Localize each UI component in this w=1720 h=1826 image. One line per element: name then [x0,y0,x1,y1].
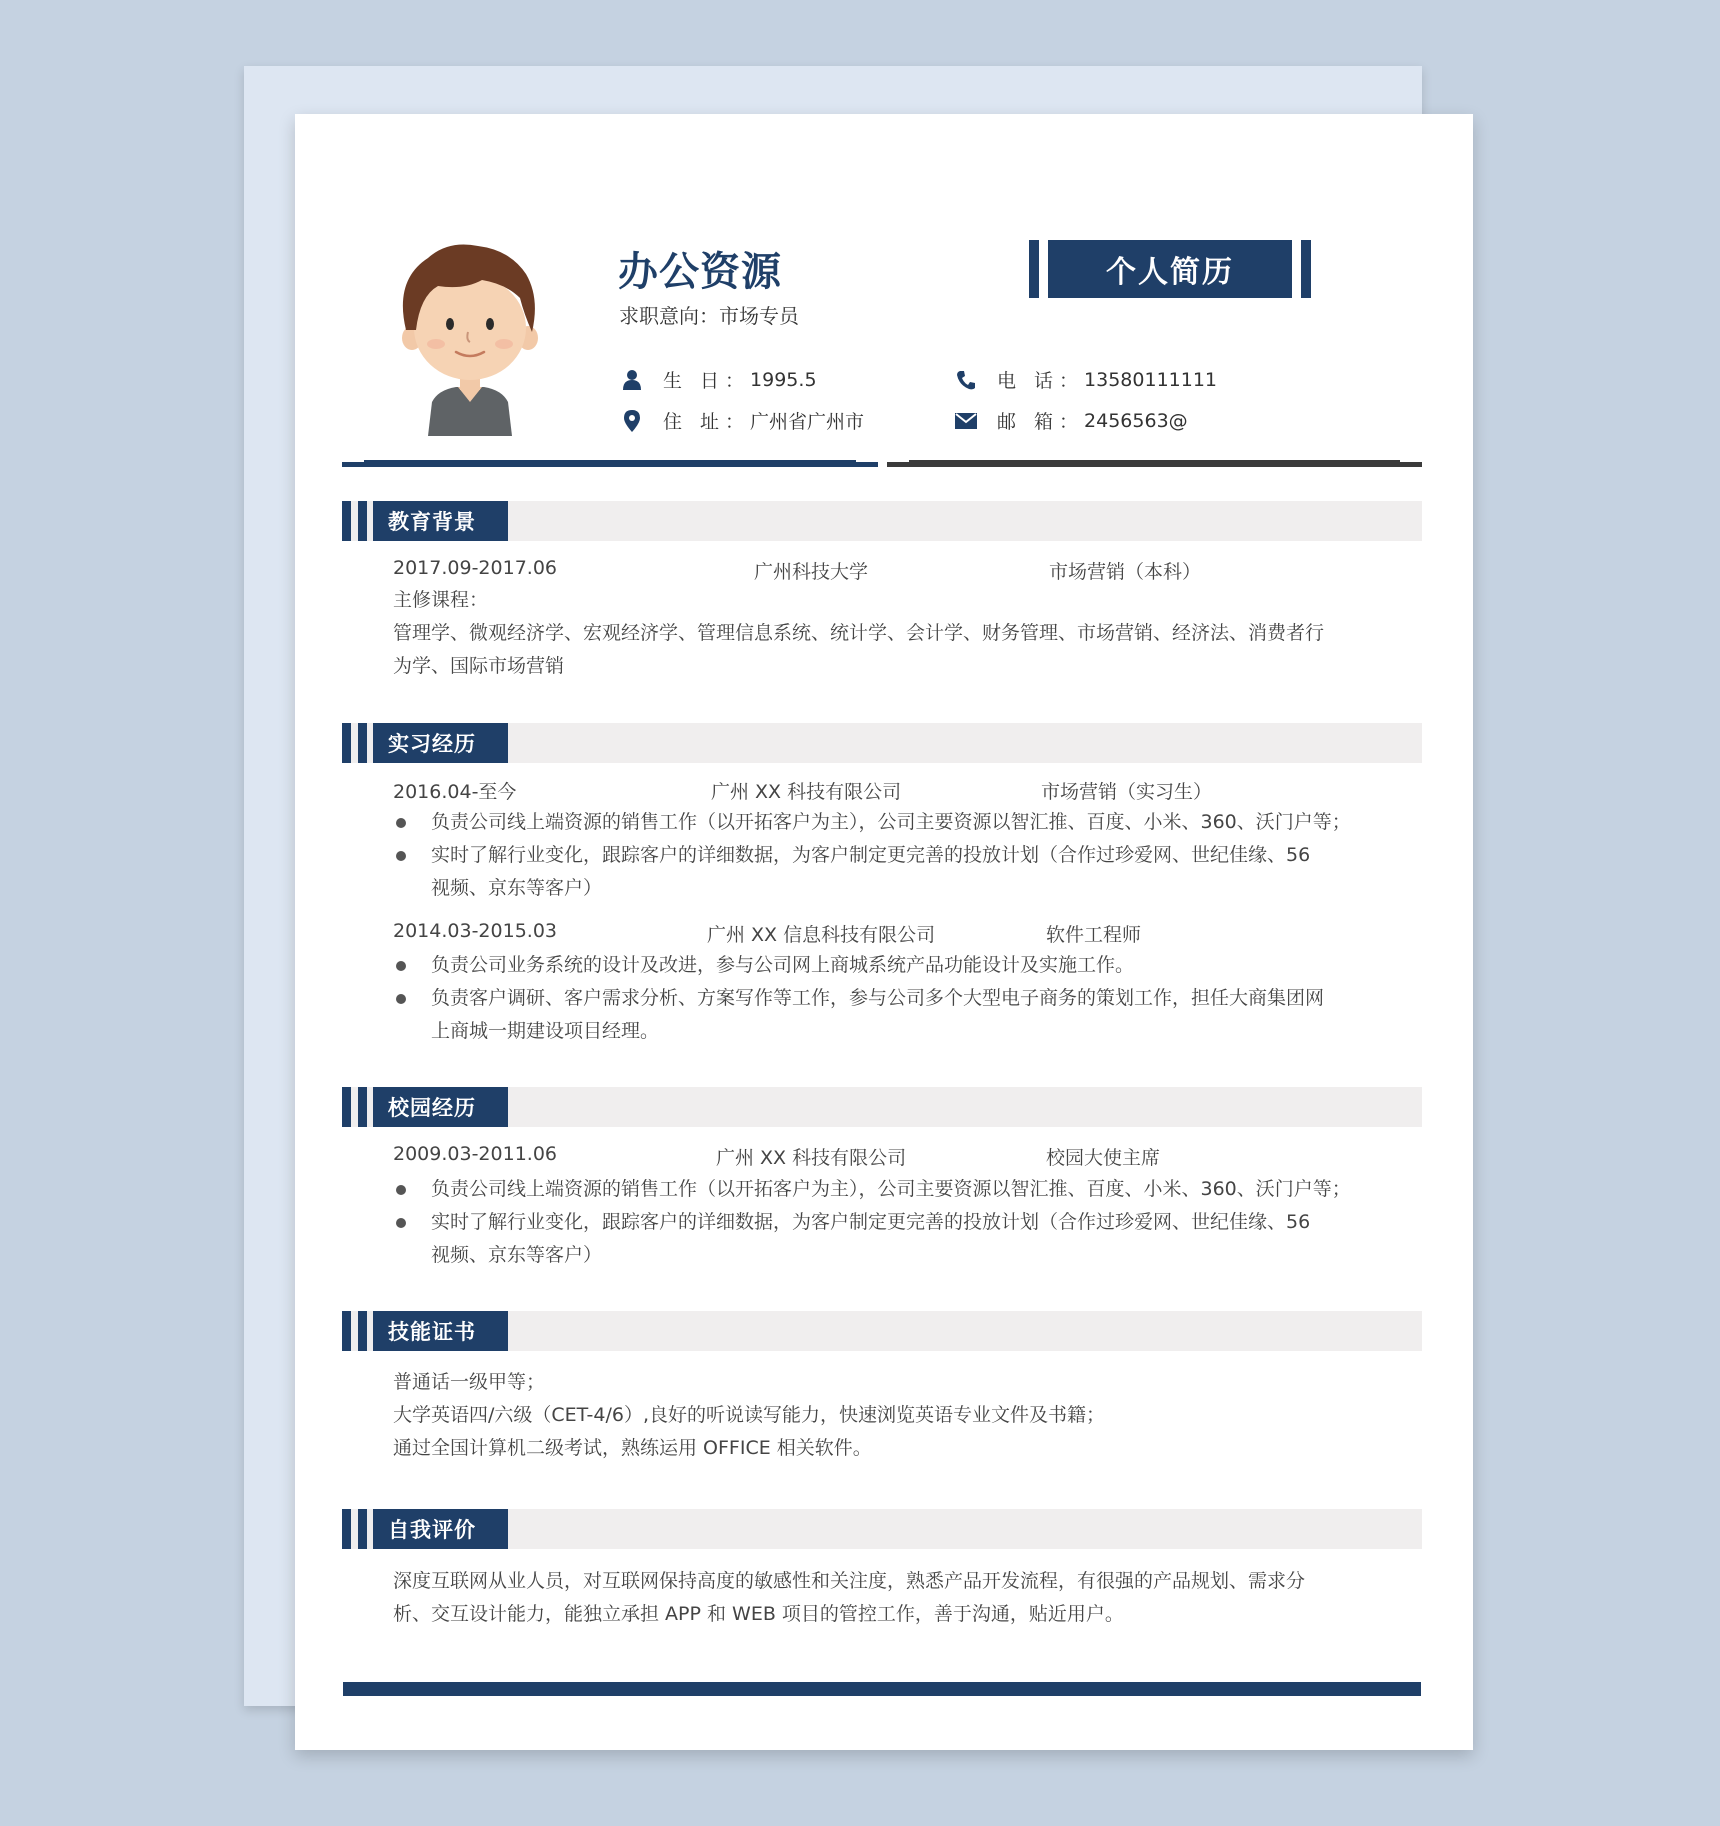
education-school: 广州科技大学 [754,561,869,583]
self-eval-text: 深度互联网从业人员，对互联网保持高度的敏感性和关注度，熟悉产品开发流程，有很强的产品规划、需求分析、交互设计能力，能独立承担 APP 和 WEB 项目的管控工作，善于沟通，贴近用户。 [393,1570,1306,1625]
section-self-eval-title: 自我评价 [373,1509,508,1549]
section-campus-title: 校园经历 [373,1087,508,1127]
skill-line: 普通话一级甲等； [393,1371,546,1393]
email-row [955,407,1188,434]
campus-role: 校园大使主席 [1046,1147,1161,1169]
phone-label: 电 话： [997,370,1085,392]
section-education-header [342,501,1422,541]
section-internship-header [342,723,1422,763]
bullet-dot [396,851,406,861]
campus-company: 广州 XX 科技有限公司 [716,1147,907,1169]
bullet-dot [396,994,406,1004]
job-intent: 求职意向：市场专员 [619,304,799,328]
job2-bullet: 负责公司业务系统的设计及改进，参与公司网上商城系统产品功能设计及实施工作。 [431,954,1135,976]
bullet-dot [396,818,406,828]
address-row [621,407,864,434]
section-self-eval-header [342,1509,1422,1549]
birthday-row [621,366,817,393]
job2-role: 软件工程师 [1046,924,1142,946]
mail-icon [955,410,977,432]
header-divider-left [342,458,878,468]
header-divider-right [887,458,1422,468]
phone-value: 13580111111 [1084,368,1218,391]
bullet-dot [396,961,406,971]
candidate-name: 办公资源 [618,249,782,295]
location-icon [621,410,643,432]
courses-label: 主修课程： [393,589,489,611]
user-icon [621,369,643,391]
campus-bullet: 负责公司线上端资源的销售工作（以开拓客户为主），公司主要资源以智汇推、百度、小米、360、沃门户等； [431,1178,1351,1200]
avatar [398,240,542,436]
skill-line: 大学英语四/六级（CET-4/6）,良好的听说读写能力，快速浏览英语专业文件及书籍； [393,1404,1106,1426]
job2-company: 广州 XX 信息科技有限公司 [707,924,936,946]
address-value: 广州省广州市 [750,411,865,433]
internship-bullet: 负责公司线上端资源的销售工作（以开拓客户为主），公司主要资源以智汇推、百度、小米、360、沃门户等； [431,811,1351,833]
internship-bullet: 实时了解行业变化，跟踪客户的详细数据，为客户制定更完善的投放计划（合作过珍爱网、世纪佳缘、56 视频、京东等客户） [431,844,1311,899]
skill-line: 通过全国计算机二级考试，熟练运用 OFFICE 相关软件。 [393,1437,872,1459]
section-skills-title: 技能证书 [373,1311,508,1351]
education-major: 市场营销（本科） [1049,561,1202,583]
phone-row [955,366,1217,393]
job2-period: 2014.03-2015.03 [393,920,557,942]
section-campus-header [342,1087,1422,1127]
internship-role: 市场营销（实习生） [1041,781,1213,803]
birthday-label: 生 日： [663,370,751,392]
phone-icon [955,369,977,391]
email-value: 2456563@ [1084,409,1188,432]
footer-bar [343,1682,1421,1696]
bullet-dot [396,1185,406,1195]
internship-company: 广州 XX 科技有限公司 [711,781,902,803]
courses-list: 管理学、微观经济学、宏观经济学、管理信息系统、统计学、会计学、财务管理、市场营销、经济法、消费者行为学、国际市场营销 [393,622,1325,677]
birthday-value: 1995.5 [750,368,817,391]
address-label: 住 址： [663,411,751,433]
resume-title: 个人简历 [1048,240,1292,298]
section-skills-header [342,1311,1422,1351]
campus-period: 2009.03-2011.06 [393,1143,557,1165]
campus-bullet: 实时了解行业变化，跟踪客户的详细数据，为客户制定更完善的投放计划（合作过珍爱网、世纪佳缘、56 视频、京东等客户） [431,1211,1311,1266]
bullet-dot [396,1218,406,1228]
resume-title-badge [1029,240,1311,298]
resume-page [295,114,1473,1750]
badge-right-bar [1301,240,1311,298]
section-education-title: 教育背景 [373,501,508,541]
education-period: 2017.09-2017.06 [393,557,557,579]
section-internship-title: 实习经历 [373,723,508,763]
badge-left-bar [1029,240,1039,298]
email-label: 邮 箱： [997,411,1085,433]
job2-bullet: 负责客户调研、客户需求分析、方案写作等工作，参与公司多个大型电子商务的策划工作，担任大商集团网上商城一期建设项目经理。 [431,987,1325,1042]
internship-period: 2016.04-至今 [393,781,517,803]
